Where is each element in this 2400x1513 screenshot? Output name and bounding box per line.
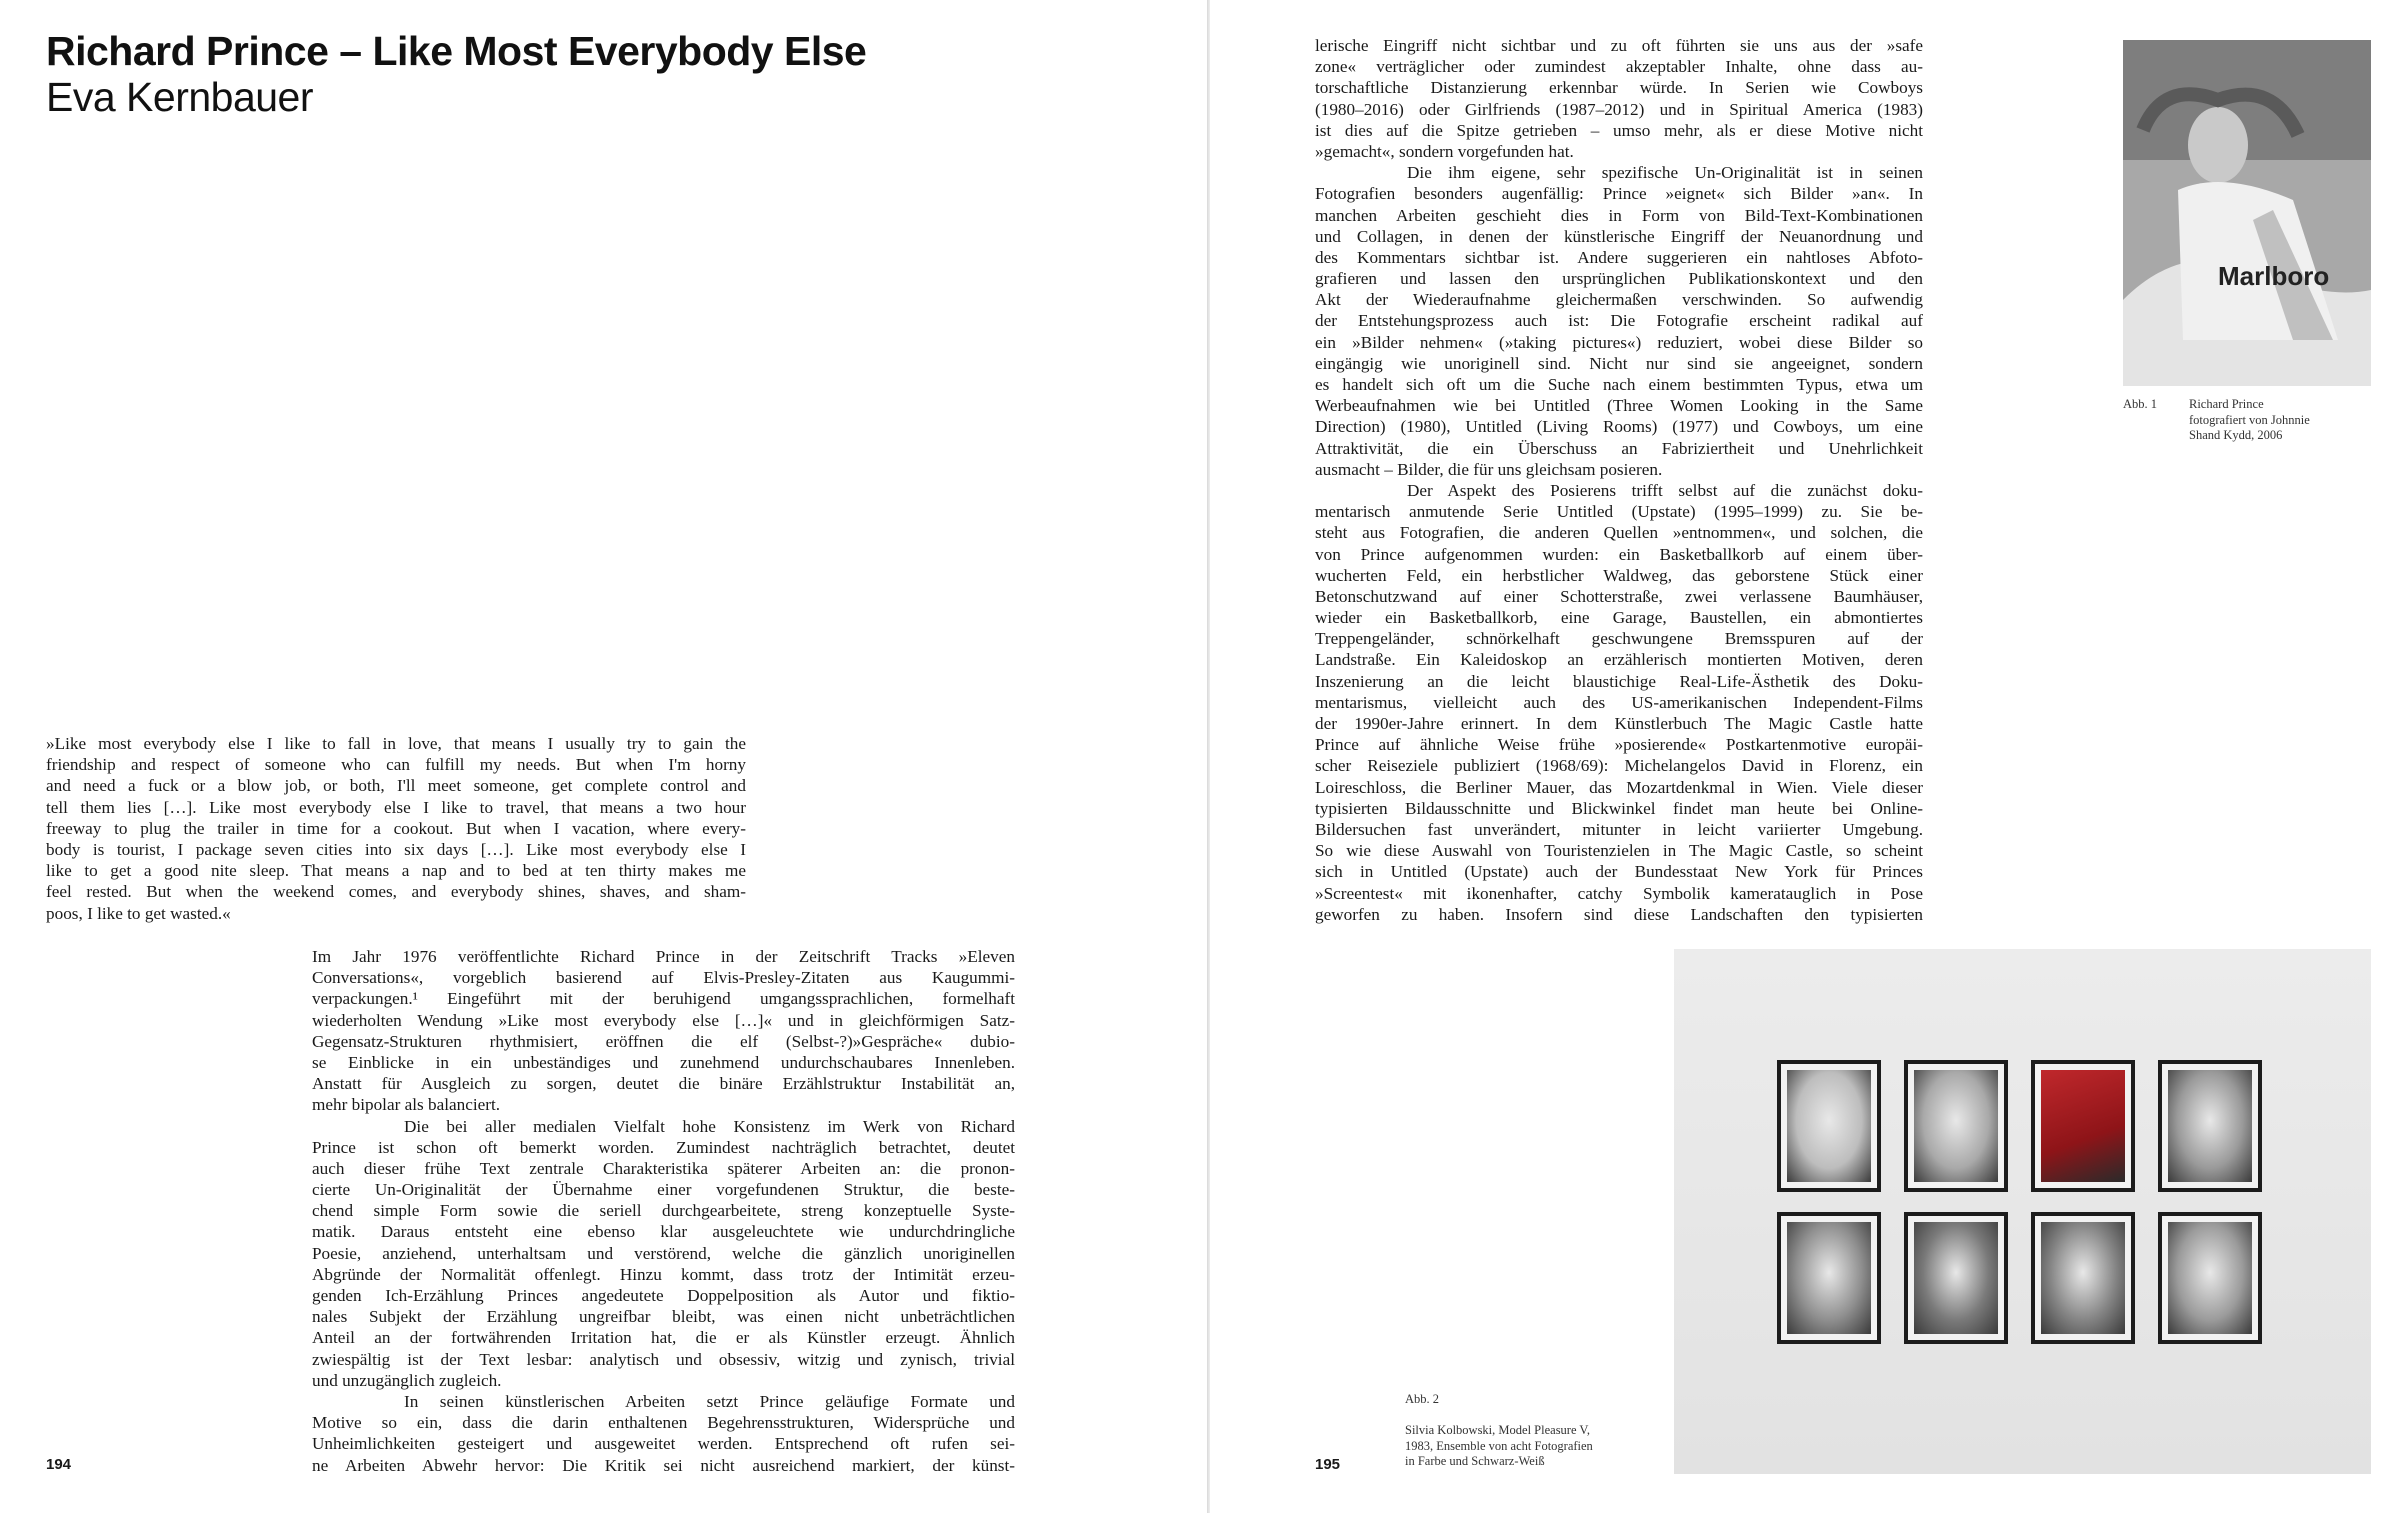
text-line: ne Arbeiten Abwehr hervor: Die Kritik sei nicht ausreichend markiert, der künst- bbox=[312, 1455, 1015, 1475]
text-line: sich in Untitled (Upstate) auch der Bundesstaat New York für Princes bbox=[1315, 862, 1923, 882]
text-line: und Collagen, in denen der künstlerische Eingriff der Neuanordnung und bbox=[1315, 226, 1923, 246]
photograph-image bbox=[1908, 1216, 2004, 1340]
text-line: auch dieser frühe Text zentrale Charakteristika späterer Arbeiten an: die pronon- bbox=[312, 1158, 1015, 1178]
text-line: Abgründe der Normalität offenlegt. Hinzu kommt, dass trotz der Intimität erzeu- bbox=[312, 1264, 1015, 1284]
text-line: eingängig wie unoriginell sind. Nicht nur sind sie angeeignet, sondern bbox=[1315, 353, 1923, 373]
caption-line: 1983, Ensemble von acht Fotografien bbox=[1405, 1438, 1593, 1453]
framed-photograph bbox=[1904, 1212, 2008, 1344]
framed-photograph bbox=[2158, 1212, 2262, 1344]
text-line: chend simple Form sowie die seriell durchgearbeitete, streng konzeptuelle Syste- bbox=[312, 1201, 1015, 1221]
text-line: ausmacht – Bilder, die für uns gleichsam posieren. bbox=[1315, 459, 1663, 479]
body-text-right bbox=[1315, 35, 1923, 925]
text-line: mentarismus, vielleicht auch des US-amerikanischen Independent-Films bbox=[1315, 692, 1923, 712]
article-title: Richard Prince – Like Most Everybody Else bbox=[46, 28, 867, 74]
text-line: ein »Bilder nehmen« (»taking pictures«) reduziert, wobei diese Bilder so bbox=[1315, 332, 1923, 352]
portrait-illustration bbox=[2123, 40, 2371, 386]
text-line: torschaftliche Distanzierung erkennbar würde. In Serien wie Cowboys bbox=[1315, 78, 1923, 98]
caption-line: in Farbe und Schwarz-Weiß bbox=[1405, 1454, 1545, 1468]
text-line: Die ihm eigene, sehr spezifische Un-Originalität ist in seinen bbox=[1407, 163, 1923, 183]
text-line: So wie diese Auswahl von Touristenzielen in The Magic Castle, so scheint bbox=[1315, 841, 1923, 861]
text-line: (1980–2016) oder Girlfriends (1987–2012) und in Spiritual America (1983) bbox=[1315, 99, 1923, 119]
text-line: Fotografien besonders augenfällig: Prince »eignet« sich Bilder »an«. In bbox=[1315, 184, 1923, 204]
text-line: steht aus Fotografien, die anderen Quellen »entnommen«, und solchen, die bbox=[1315, 523, 1923, 543]
text-line: typisierten Bildausschnitte und Blickwinkel findet man heute bei Online- bbox=[1315, 798, 1923, 818]
text-line: wieder ein Basketballkorb, eine Garage, Baustellen, ein abmontiertes bbox=[1315, 608, 1923, 628]
text-line: mehr bipolar als balanciert. bbox=[312, 1095, 501, 1115]
text-line: like to get a good nite sleep. That means a nap and to bed at ten thirty makes me bbox=[46, 861, 746, 881]
text-line: Die bei aller medialen Vielfalt hohe Konsistenz im Werk von Richard bbox=[404, 1116, 1015, 1136]
framed-photograph bbox=[2031, 1212, 2135, 1344]
text-line: Betonschutzwand auf einer Schotterstraße, zwei verlassene Baumhäuser, bbox=[1315, 586, 1923, 606]
right-page bbox=[1210, 0, 2400, 1513]
text-line: Conversations«, vorgeblich basierend auf Elvis-Presley-Zitaten aus Kaugummi- bbox=[312, 968, 1015, 988]
text-line: scher Reiseziele publiziert (1968/69): Michelangelos David in Florenz, ein bbox=[1315, 756, 1923, 776]
epigraph-quote bbox=[46, 733, 746, 924]
text-line: Prince auf ähnliche Weise frühe »posierende« Postkartenmotive europäi- bbox=[1315, 735, 1923, 755]
text-line: des Kommentars sichtbar ist. Andere suggerieren ein nahtloses Abfoto- bbox=[1315, 247, 1923, 267]
figure1-caption bbox=[2189, 397, 2310, 444]
paragraph bbox=[312, 946, 1015, 1116]
figure1-label: Abb. 1 bbox=[2123, 397, 2158, 411]
caption-line: Richard Prince bbox=[2189, 397, 2264, 411]
text-line: geworfen zu haben. Insofern sind diese Landschaften den typisierten bbox=[1315, 904, 1923, 924]
paragraph bbox=[1315, 162, 1923, 480]
framed-photograph bbox=[2031, 1060, 2135, 1192]
text-line: Bildersuchen fast unverändert, mitunter in leicht variierter Umgebung. bbox=[1315, 819, 1923, 839]
framed-photograph bbox=[1904, 1060, 2008, 1192]
text-line: mentarisch anmutende Serie Untitled (Upstate) (1995–1999) zu. Sie be- bbox=[1315, 502, 1923, 522]
text-line: von Prince aufgenommen wurden: ein Basketballkorb auf einem über- bbox=[1315, 544, 1923, 564]
text-line: Inszenierung an die leicht blaustichige Real-Life-Ästhetik des Doku- bbox=[1315, 671, 1923, 691]
text-line: Unheimlichkeiten gesteigert und ausgeweitet werden. Entsprechend oft rufen sei- bbox=[312, 1434, 1015, 1454]
text-line: zwiespältig ist der Text lesbar: analytisch und obsessiv, witzig und zynisch, trivial bbox=[312, 1349, 1015, 1369]
text-line: Direction) (1980), Untitled (Living Rooms) (1977) und Cowboys, um eine bbox=[1315, 417, 1923, 437]
page-number-left: 194 bbox=[46, 1456, 72, 1473]
text-line: der 1990er-Jahre erinnert. In dem Künstlerbuch The Magic Castle hatte bbox=[1315, 714, 1923, 733]
framed-photograph bbox=[2158, 1060, 2262, 1192]
page-number-right: 195 bbox=[1315, 1456, 1341, 1473]
text-line: Prince ist schon oft bemerkt worden. Zumindest nachträglich betrachtet, deutet bbox=[312, 1137, 1015, 1157]
text-line: In seinen künstlerischen Arbeiten setzt Prince geläufige Formate und bbox=[404, 1391, 1015, 1411]
text-line: wiederholten Wendung »Like most everybody else […]« und in gleichförmigen Satz- bbox=[312, 1010, 1015, 1030]
caption-line: Shand Kydd, 2006 bbox=[2189, 428, 2283, 442]
text-line: and need a fuck or a blow job, or both, I'll meet someone, get complete control and bbox=[46, 776, 746, 796]
text-line: Landstraße. Ein Kaleidoskop an erzählerisch montierten Motiven, deren bbox=[1315, 650, 1923, 670]
photograph-image bbox=[2035, 1216, 2131, 1340]
text-line: Anteil an der fortwährenden Irritation hat, die er als Künstler erzeugt. Ähnlich bbox=[312, 1328, 1015, 1348]
text-line: der Entstehungsprozess auch ist: Die Fotografie erscheint radikal auf bbox=[1315, 311, 1923, 331]
caption-line: fotografiert von Johnnie bbox=[2189, 412, 2310, 427]
paragraph bbox=[312, 1116, 1015, 1391]
framed-photograph bbox=[1777, 1212, 1881, 1344]
text-line: und unzugänglich zugleich. bbox=[312, 1370, 502, 1390]
text-line: Anstatt für Ausgleich zu sorgen, deutet die binäre Erzählstruktur Instabilität an, bbox=[312, 1074, 1015, 1094]
text-line: poos, I like to get wasted.« bbox=[46, 903, 231, 923]
text-line: Attraktivität, die ein Überschuss an Fabriziertheit und Unehrlichkeit bbox=[1315, 438, 1923, 458]
text-line: »gemacht«, sondern vorgefunden hat. bbox=[1315, 141, 1574, 161]
paragraph bbox=[312, 1391, 1015, 1476]
body-text-left bbox=[312, 946, 1015, 1476]
figure2-label: Abb. 2 bbox=[1405, 1392, 1440, 1406]
text-line: tell them lies […]. Like most everybody else I like to travel, that means a two hour bbox=[46, 797, 746, 817]
text-line: Werbeaufnahmen wie bei Untitled (Three Women Looking in the Same bbox=[1315, 396, 1923, 416]
text-line: verpackungen.¹ Eingeführt mit der beruhigend umgangssprachlichen, formelhaft bbox=[312, 989, 1015, 1009]
text-line: feel rested. But when the weekend comes, and everybody shines, shaves, and sham- bbox=[46, 882, 746, 902]
text-line: Akt der Wiederaufnahme gleichermaßen verschwinden. So aufwendig bbox=[1315, 290, 1923, 310]
article-author: Eva Kernbauer bbox=[46, 74, 314, 120]
caption-line: Silvia Kolbowski, Model Pleasure V, bbox=[1405, 1423, 1590, 1437]
text-line: genden Ich-Erzählung Princes angedeutete Doppelposition als Autor und fiktio- bbox=[312, 1286, 1015, 1305]
text-line: Der Aspekt des Posierens trifft selbst auf die zunächst doku- bbox=[1407, 480, 1923, 500]
text-line: Treppengeländer, schnörkelhaft geschwungene Bremsspuren auf der bbox=[1315, 629, 1923, 649]
paragraph bbox=[1315, 480, 1923, 925]
text-line: freeway to plug the trailer in time for a cookout. But when I vacation, where every- bbox=[46, 818, 746, 838]
text-line: matik. Daraus entsteht eine ebenso klar ausgeleuchtete wie undurchdringliche bbox=[312, 1222, 1015, 1242]
photograph-image bbox=[1781, 1216, 1877, 1340]
figure2-caption bbox=[1405, 1423, 1593, 1470]
text-line: se Einblicke in ein unbeständiges und zunehmend undurchschaubares Innenleben. bbox=[312, 1052, 1015, 1072]
text-line: Poesie, anziehend, unterhaltsam und verstörend, welche die gänzlich unoriginellen bbox=[312, 1243, 1015, 1263]
text-line: wucherten Feld, ein herbstlicher Waldweg, das geborstene Stück einer bbox=[1315, 565, 1923, 585]
photograph-image bbox=[1908, 1064, 2004, 1188]
shirt-logo-text: Marlboro bbox=[2218, 261, 2330, 291]
text-line: manchen Arbeiten geschieht dies in Form von Bild-Text-Kombinationen bbox=[1315, 205, 1923, 225]
text-line: Gegensatz-Strukturen rhythmisiert, eröffnen die elf (Selbst-?)»Gespräche« dubio- bbox=[312, 1031, 1015, 1051]
photograph-image bbox=[2162, 1064, 2258, 1188]
paragraph bbox=[1315, 35, 1923, 162]
text-line: es handelt sich oft um die Suche nach einem bestimmten Typus, etwa um bbox=[1315, 375, 1923, 394]
figure1-portrait-photo bbox=[2123, 40, 2371, 386]
text-line: ist dies auf die Spitze getrieben – umso mehr, als er diese Motive nicht bbox=[1315, 120, 1923, 140]
text-line: grafieren und lassen den ursprünglichen Publikationskontext und den bbox=[1315, 269, 1923, 289]
photograph-image bbox=[2162, 1216, 2258, 1340]
text-line: zone« verträglicher oder zumindest akzeptabler Inhalte, ohne dass au- bbox=[1315, 57, 1923, 77]
text-line: Motive so ein, dass die darin enthaltenen Begehrensstrukturen, Widersprüche und bbox=[312, 1413, 1015, 1433]
framed-photograph bbox=[1777, 1060, 1881, 1192]
photograph-image bbox=[1781, 1064, 1877, 1188]
text-line: »Screentest« mit ikonenhafter, catchy Symbolik kameratauglich in Pose bbox=[1315, 883, 1923, 903]
text-line: »Like most everybody else I like to fall in love, that means I usually try to gain the bbox=[46, 734, 746, 753]
text-line: body is tourist, I package seven cities into six days […]. Like most everybody else I bbox=[46, 839, 746, 859]
text-line: Im Jahr 1976 veröffentlichte Richard Prince in der Zeitschrift Tracks »Eleven bbox=[312, 947, 1015, 966]
text-line: Loireschloss, die Berliner Mauer, das Mozartdenkmal in Wien. Viele dieser bbox=[1315, 777, 1923, 797]
text-line: nales Subjekt der Erzählung ungreifbar bleibt, was einen nicht unbeträchtlichen bbox=[312, 1307, 1015, 1327]
text-line: friendship and respect of someone who can fulfill my needs. But when I'm horny bbox=[46, 755, 746, 775]
text-line: cierte Un-Originalität der Übernahme einer vorgefundenen Struktur, die beste- bbox=[312, 1180, 1015, 1200]
photograph-image bbox=[2035, 1064, 2131, 1188]
figure2-installation-photo bbox=[1674, 949, 2371, 1474]
text-line: lerische Eingriff nicht sichtbar und zu oft führten sie uns aus der »safe bbox=[1315, 36, 1923, 55]
